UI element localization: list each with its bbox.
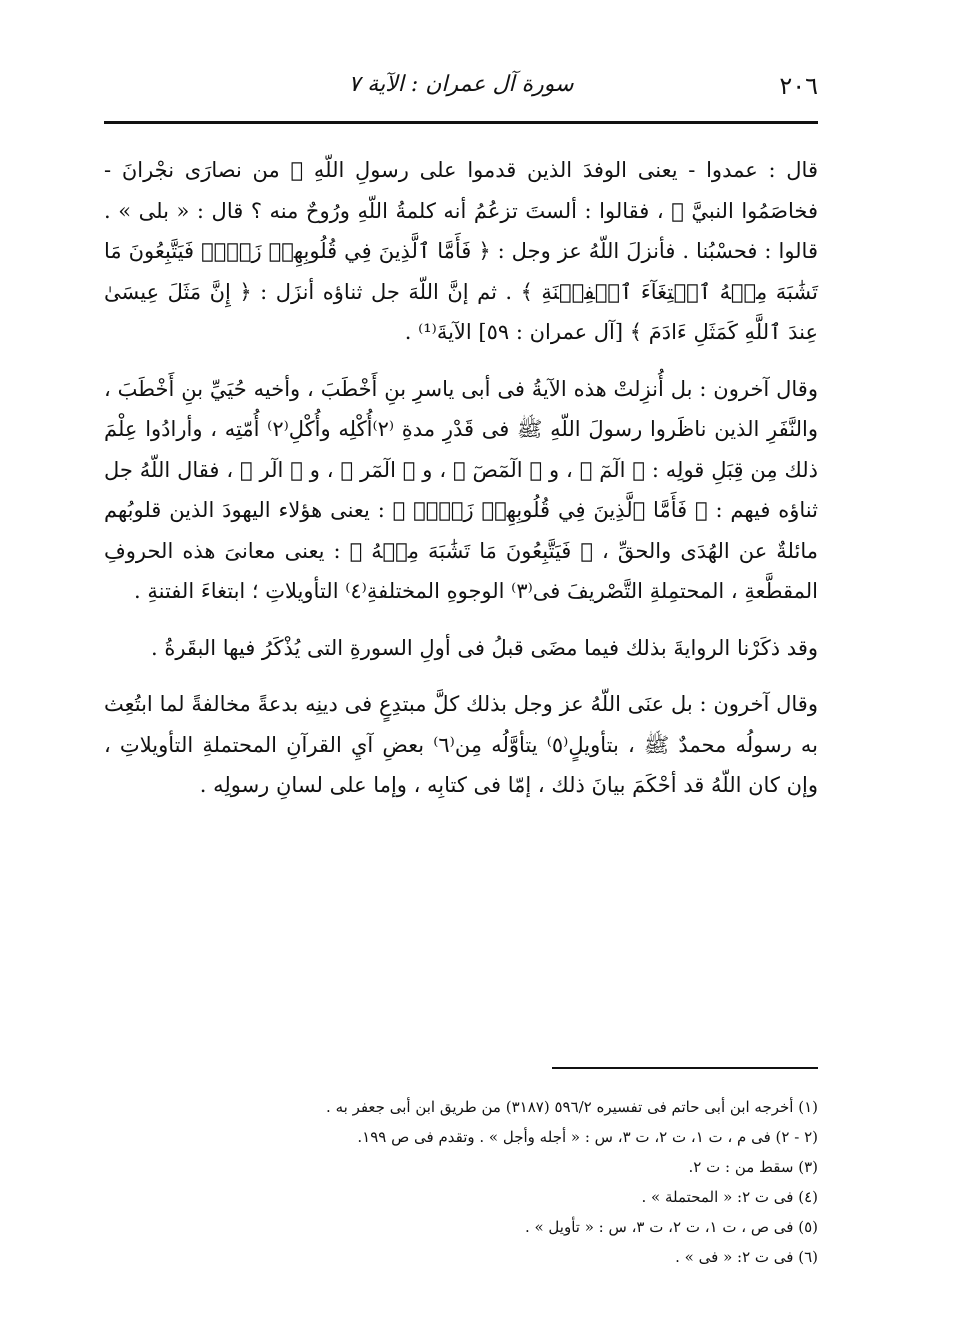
- paragraph-4: وقال آخرون : بل عنَى اللّهُ عز وجل بذلك كلَّ مبتدِعٍ فى دينِه بدعةً مخالفةً لما ابتُعِث به رسولُه محمدٌ ﷺ ، بتأويلٍ⁽٥⁾ يتأوَّلُه مِن⁽٦⁾ بعضِ آيِ القرآنِ المحتملةِ التأويلاتِ ، وإن كان اللّهُ قد أحْكَمَ بيانَ ذلك ، إمّا فى كتابِه ، وإما على لسانِ رسولِه .: [104, 692, 818, 797]
- page-header: [104, 68, 818, 112]
- footnote-1: (١) أخرجه ابن أبى حاتم فى تفسيره ٥٩٦/٢ (٣١٨٧) من طريق ابن أبى جعفر به .: [326, 1098, 818, 1116]
- footnote-3: (٣) سقط من : ت ٢.: [688, 1158, 818, 1176]
- page-number: ٢٠٦: [779, 72, 818, 100]
- body-text: [104, 150, 818, 806]
- running-title: سورة آل عمران : الآية ٧: [348, 72, 574, 97]
- footnote-4: (٤) فى ت ٢: « المحتملة » .: [641, 1188, 818, 1206]
- footnote-5: (٥) فى ص ، ت ١، ت ٢، ت ٣، س : « تأويل » .: [524, 1218, 818, 1236]
- paragraph-2: وقال آخرون : بل أُنزِلتْ هذه الآيةُ فى أبى ياسرِ بنِ أَخْطَبَ ، وأخيه حُيَيِّ بنِ أَخْطَبَ ، والنَّفَرِ الذين ناظَروا رسولَ اللّهِ ﷺ فى قَدْرِ مدةِ ⁽٢⁾أُكْلِه وأُكْلِ⁽٢⁾ أُمّتِه ، وأرادُوا عِلْمَ ذلك مِن قِبَلِ قولِه : ﴿ الٓمٓ ﴾ ، و ﴿ الٓمٓصٓ ﴾ ، و ﴿ الٓمٓر ﴾ ، و ﴿ الٓر ﴾ ، فقال اللّهُ جل ثناؤه فيهم : ﴿ فَأَمَّا ٱلَّذِينَ فِي قُلُوبِهِمۡ زَيۡغٞ ﴾ : يعنى هؤلاء اليهودَ الذين قلوبُهم مائلةٌ عن الهُدَى والحقِّ ، ﴿ فَيَتَّبِعُونَ مَا تَشَٰبَهَ مِنۡهُ ﴾ : يعنى معانىَ هذه الحروفِ المقطَّعةِ ، المحتمِلةِ التَّصْريفَ فى⁽٣⁾ الوجوهِ المختلفةِ⁽٤⁾ التأويلاتِ ؛ ابتغاءَ الفتنةِ .: [104, 376, 818, 603]
- header-rule: [104, 121, 818, 124]
- footnote-2: (٢ - ٢) فى م ، ت ١، ت ٢، ت ٣، س : « أجله وأجل » . وتقدم فى ص ١٩٩.: [357, 1128, 818, 1146]
- footnote-6: (٦) فى ت ٢: « فى » .: [675, 1248, 818, 1266]
- footnotes: [104, 1092, 818, 1272]
- paragraph-1: قال : عمدوا - يعنى الوفدَ الذين قدموا على رسولِ اللّهِ ﷺ من نصارَى نجْرانَ - فخاصَمُوا النبيَّ ﷺ ، فقالوا : ألستَ تزعُمُ أنه كلمةُ اللّهِ ورُوحٌ منه ؟ قال : « بلى » . قالوا : فحسْبُنا . فأنزلَ اللّهُ عز وجل : ﴿ فَأَمَّا ٱلَّذِينَ فِي قُلُوبِهِمۡ زَيۡغٞ فَيَتَّبِعُونَ مَا تَشَٰبَهَ مِنۡهُ ٱبۡتِغَآءَ ٱلۡفِتۡنَةِ ﴾ . ثم إنَّ اللّهَ جل ثناؤه أنزَل : ﴿ إِنَّ مَثَلَ عِيسَىٰ عِندَ ٱللَّهِ كَمَثَلِ ءَادَمَ ﴾ [آل عمران : ٥٩] الآيةَ⁽¹⁾ .: [104, 158, 818, 344]
- footnote-rule: [552, 1067, 818, 1069]
- paragraph-3: وقد ذكَرْنا الروايةَ بذلك فيما مضَى قبلُ فى أولِ السورةِ التى يُذْكَرُ فيها البقَرةُ .: [150, 635, 818, 660]
